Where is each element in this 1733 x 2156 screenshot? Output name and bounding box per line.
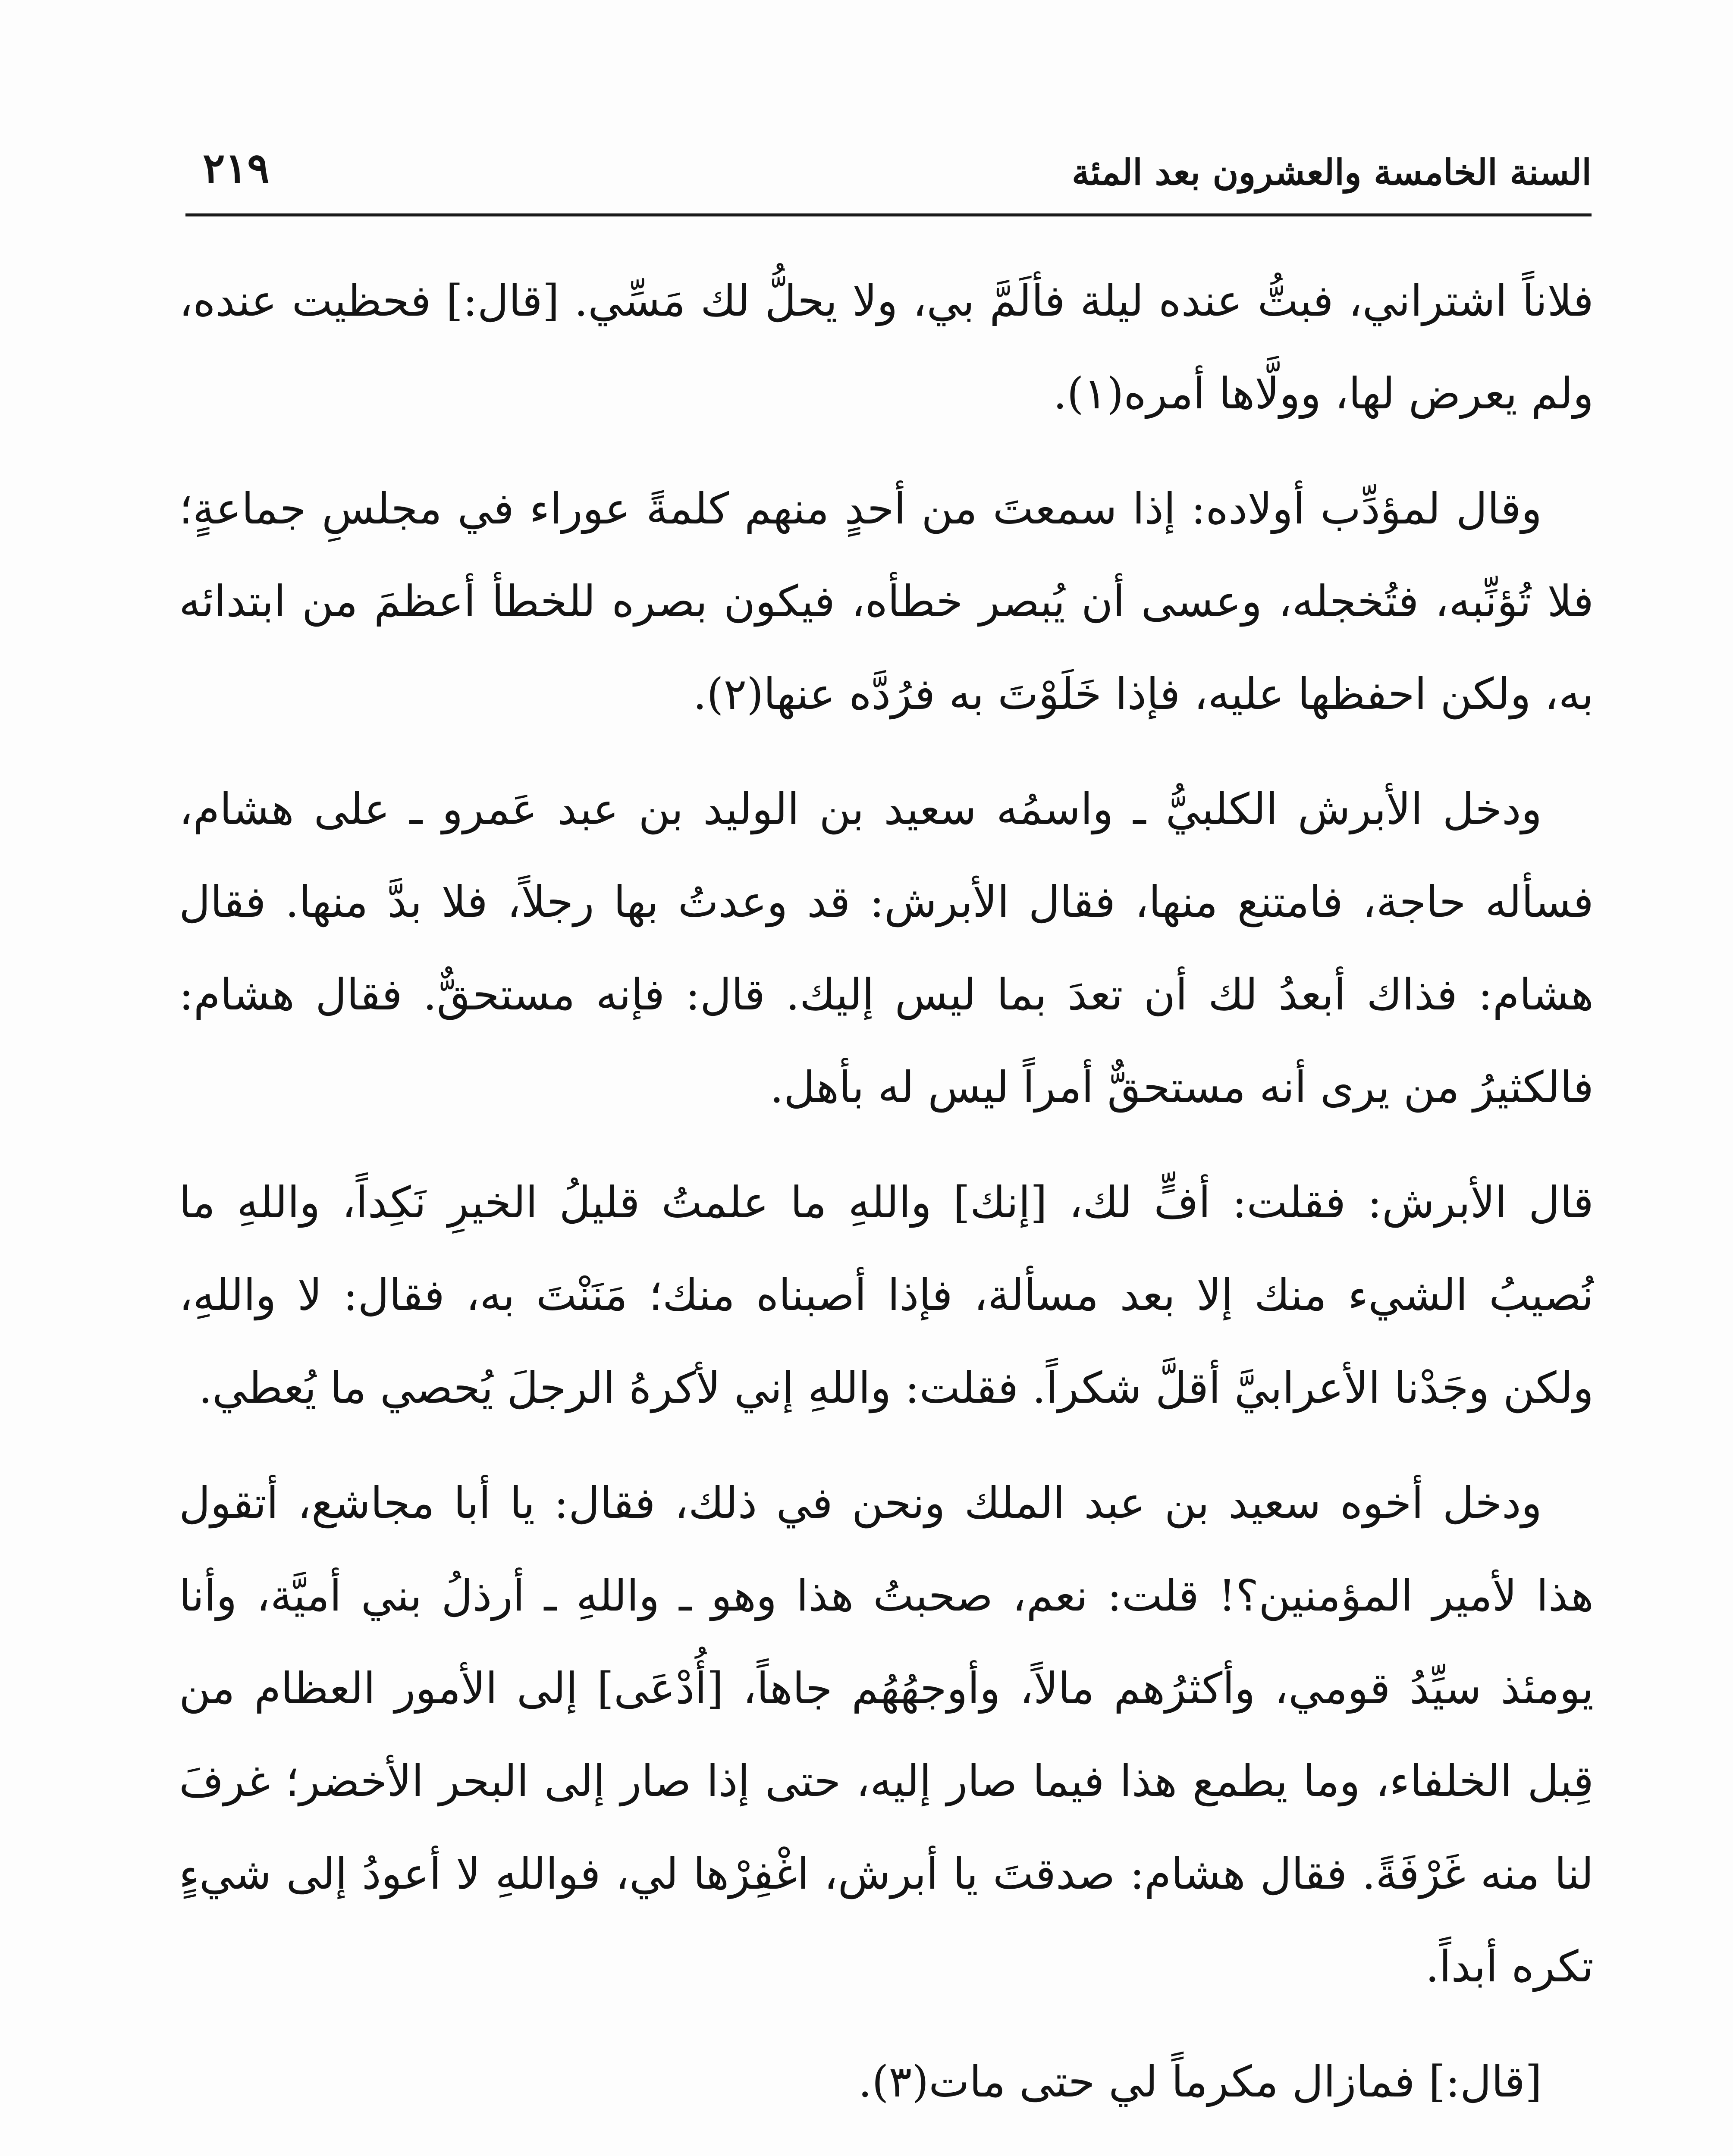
paragraph: [قال:] فمازال مكرماً لي حتى مات(٣).	[858, 2056, 1542, 2107]
paragraph: ودخل الأبرش الكلبيُّ ـ واسمُه سعيد بن الوليد بن عبد عَمرو ـ على هشام، فسأله حاجة، فامتنع منها، فقال الأبرش: قد وعدتُ بها رجلاً، فلا بدَّ منها. فقال هشام: فذاك أبعدُ لك أن تعدَ بما ليس إليك. قال: فإنه مستحقٌّ. فقال هشام: فالكثيرُ من يرى أنه مستحقٌّ أمراً ليس له بأهل.	[179, 784, 1594, 1112]
paragraph	[179, 2150, 1594, 2156]
paragraph: ودخل أخوه سعيد بن عبد الملك ونحن في ذلك، فقال: يا أبا مجاشع، أتقول هذا لأمير المؤمنين؟! قلت: نعم، صحبتُ هذا وهو ـ واللهِ ـ أرذلُ بني أميَّة، وأنا يومئذ سيِّدُ قومي، وأكثرُهم مالاً، وأوجهُهُم جاهاً، [أُدْعَى] إلى الأمور العظام من قِبل الخلفاء، وما يطمع هذا فيما صار إليه، حتى إذا صار إلى البحر الأخضر؛ غرفَ لنا منه غَرْفَةً. فقال هشام: صدقتَ يا أبرش، اغْفِرْها لي، فواللهِ لا أعودُ إلى شيءٍ تكره أبداً.	[179, 1478, 1594, 1992]
paragraph: فلاناً اشتراني، فبتُّ عنده ليلة فألَمَّ بي، ولا يحلُّ لك مَسِّي. [قال:] فحظيت عنده، ولم يعرض لها، وولَّاها أمره(١).	[179, 276, 1594, 419]
running-title: السنة الخامسة والعشرون بعد المئة	[1072, 152, 1592, 193]
page-number: ٢١٩	[203, 144, 270, 192]
paragraph: وقال لمؤدِّب أولاده: إذا سمعتَ من أحدٍ منهم كلمةً عوراء في مجلسِ جماعةٍ؛ فلا تُؤنِّبه، فتُخجله، وعسى أن يُبصر خطأه، فيكون بصره للخطأ أعظمَ من ابتدائه به، ولكن احفظها عليه، فإذا خَلَوْتَ به فرُدَّه عنها(٢).	[179, 483, 1594, 719]
header-rule	[185, 213, 1592, 216]
paragraph: قال الأبرش: فقلت: أفٍّ لك، [إنك] واللهِ ما علمتُ قليلُ الخيرِ نَكِداً، واللهِ ما نُصيبُ الشيء منك إلا بعد مسألة، فإذا أصبناه منك؛ مَنَنْتَ به، فقال: لا واللهِ، ولكن وجَدْنا الأعرابيَّ أقلَّ شكراً. فقلت: واللهِ إني لأكرهُ الرجلَ يُحصي ما يُعطي.	[179, 1177, 1594, 1413]
page-header	[185, 129, 1592, 211]
main-text	[179, 254, 1594, 2156]
